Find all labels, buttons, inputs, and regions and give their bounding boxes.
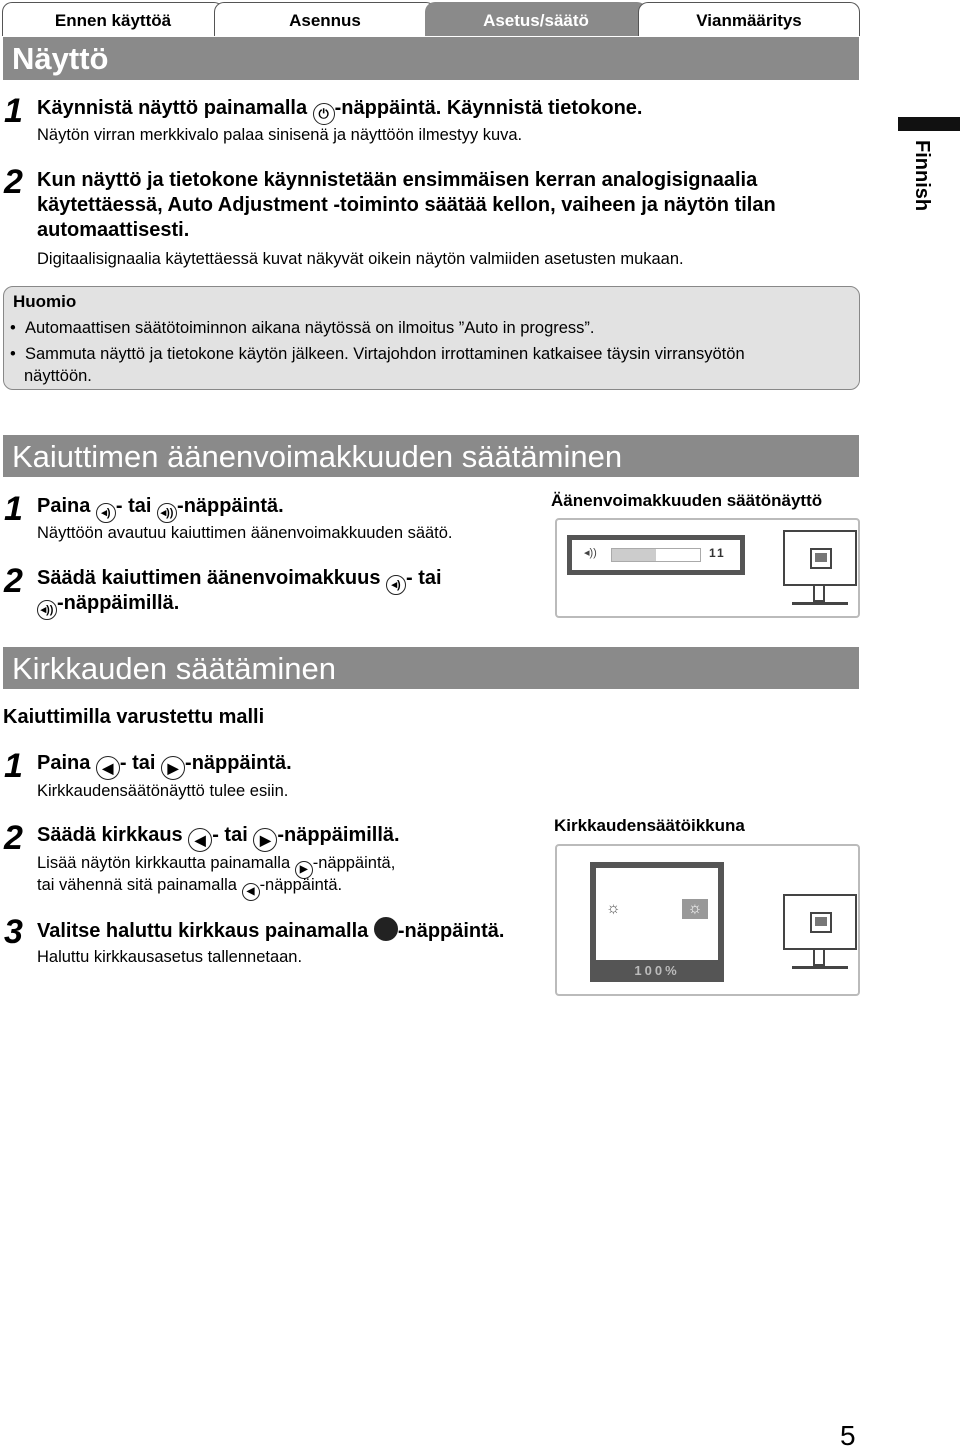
step-number: 2 [4, 562, 23, 600]
step-text: ◂)) -näppäimillä. [37, 591, 179, 620]
tab-asennus[interactable]: Asennus [214, 2, 436, 36]
step-subtext: Näyttöön avautuu kaiuttimen äänenvoimakkuuden säätö. [37, 524, 453, 542]
step-number: 1 [4, 92, 23, 130]
language-label: Finnish [911, 140, 933, 212]
brightness-osd-window [590, 862, 724, 982]
note-bullet-cont: näyttöön. [24, 367, 92, 385]
step-number: 1 [4, 490, 23, 528]
step-number: 1 [4, 747, 23, 785]
figure-caption-volume: Äänenvoimakkuuden säätönäyttö [551, 491, 823, 510]
step-text: Paina ◀ - tai ▶ -näppäintä. [37, 751, 292, 780]
left-arrow-icon: ◀ [96, 756, 120, 780]
volume-value: 11 [709, 546, 726, 560]
volume-up-icon: ◂)) [157, 503, 177, 523]
step-subtext: Näytön virran merkkivalo palaa sinisenä ja näyttöön ilmestyy kuva. [37, 126, 523, 144]
step-text: Valitse haluttu kirkkaus painamalla -näppäintä. [37, 917, 504, 944]
step-number: 2 [4, 819, 23, 857]
step-subtext: Digitaalisignaalia käytettäessä kuvat näkyvät oikein näytön valmiiden asetusten mukaan. [37, 250, 684, 268]
step-text: Säädä kirkkaus ◀ - tai ▶ -näppäimillä. [37, 823, 400, 852]
step-number: 3 [4, 913, 23, 951]
note-bullet: • Sammuta näyttö ja tietokone käytön jälkeen. Virtajohdon irrottaminen katkaisee täysin virransyötön [10, 345, 745, 363]
monitor-icon [783, 530, 857, 586]
section-title-brightness: Kirkkauden säätäminen [3, 647, 859, 689]
volume-bar-fill [612, 549, 656, 561]
monitor-icon [783, 894, 857, 950]
step-text: Paina ◂) - tai ◂)) -näppäintä. [37, 494, 284, 523]
right-arrow-icon: ▶ [295, 861, 313, 879]
note-title: Huomio [13, 292, 77, 311]
speaker-icon: ◂)) [584, 547, 597, 559]
note-bullet: • Automaattisen säätötoiminnon aikana näytössä on ilmoitus ”Auto in progress”. [10, 319, 595, 337]
brightness-low-icon: ☼ [606, 900, 621, 917]
step-subtext: Haluttu kirkkausasetus tallennetaan. [37, 948, 303, 966]
tab-asetus-saato[interactable]: Asetus/säätö [425, 2, 647, 36]
tab-vianmaaritys[interactable]: Vianmääritys [638, 2, 860, 36]
volume-down-icon: ◂) [386, 575, 406, 595]
enter-button-icon [374, 917, 398, 941]
volume-osd-window [567, 535, 745, 575]
step-text-line: Kun näyttö ja tietokone käynnistetään ensimmäisen kerran analogisignaalia [37, 169, 758, 191]
step-subtext: tai vähennä sitä painamalla ◀ -näppäintä. [37, 875, 342, 901]
note-box [3, 286, 860, 390]
volume-bar [611, 548, 701, 562]
volume-down-icon: ◂) [96, 503, 116, 523]
brightness-high-icon: ☼ [682, 899, 708, 919]
step-text-line: automaattisesti. [37, 219, 190, 241]
tab-bar [0, 0, 860, 38]
power-icon: ⏻ [313, 103, 335, 125]
right-arrow-icon: ▶ [253, 828, 277, 852]
left-arrow-icon: ◀ [188, 828, 212, 852]
section-title-volume: Kaiuttimen äänenvoimakkuuden säätäminen [3, 435, 859, 477]
volume-up-icon: ◂)) [37, 600, 57, 620]
monitor-stand [813, 586, 825, 602]
step-subtext: Kirkkaudensäätönäyttö tulee esiin. [37, 782, 289, 800]
step-text: Säädä kaiuttimen äänenvoimakkuus ◂) - tai [37, 566, 442, 595]
step-text-line: käytettäessä, Auto Adjustment -toiminto säätää kellon, vaiheen ja näytön tilan [37, 194, 776, 216]
section-title-naytto: Näyttö [3, 37, 859, 80]
monitor-base [792, 602, 848, 605]
side-marker [898, 117, 960, 131]
figure-caption-brightness: Kirkkaudensäätöikkuna [554, 816, 745, 835]
right-arrow-icon: ▶ [161, 756, 185, 780]
left-arrow-icon: ◀ [242, 883, 260, 901]
monitor-base [792, 966, 848, 969]
page-number: 5 [840, 1420, 856, 1451]
step-number: 2 [4, 163, 23, 201]
monitor-stand [813, 950, 825, 966]
step-subtext: Lisää näytön kirkkautta painamalla ▶ -näppäintä, [37, 853, 395, 879]
brightness-osd-figure [555, 844, 860, 996]
step-text: Käynnistä näyttö painamalla ⏻ -näppäintä. Käynnistä tietokone. [37, 96, 642, 125]
volume-osd-figure [555, 518, 860, 618]
brightness-value: 100% [634, 963, 680, 978]
tab-ennen-kayttoa[interactable]: Ennen käyttöä [2, 2, 224, 36]
model-label: Kaiuttimilla varustettu malli [3, 706, 265, 728]
